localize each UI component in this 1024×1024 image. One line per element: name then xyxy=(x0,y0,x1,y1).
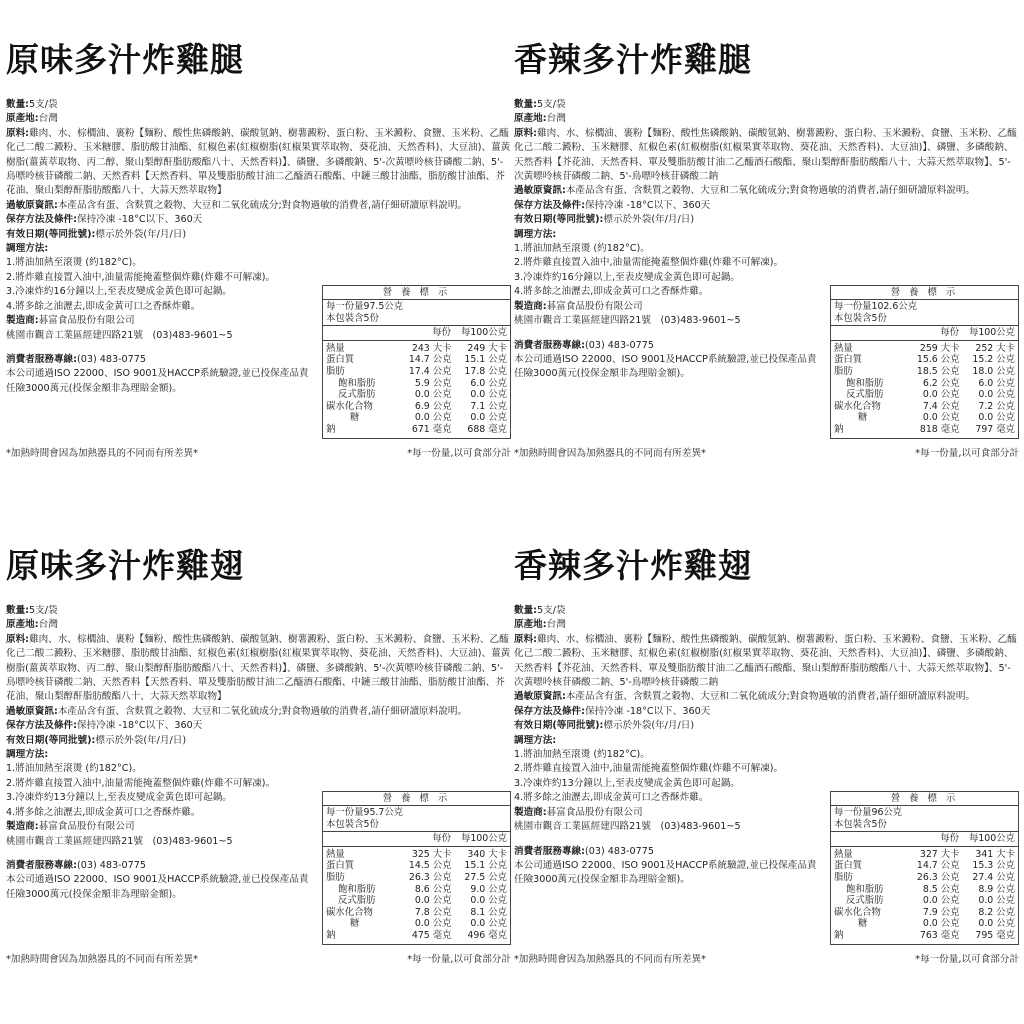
per-100g-value: 18.0 公克 xyxy=(972,365,1015,377)
nutrient-name: 碳水化合物 xyxy=(326,400,373,412)
nutrient-name: 糖 xyxy=(350,918,360,930)
certification-text: 本公司通過ISO 22000、ISO 9001及HACCP系統驗證,並已投保產品責任險3000萬元(投保金額非為理賠金額)。 xyxy=(514,353,817,380)
ingredients-value: 雞肉、水、棕櫚油、裹粉【麵粉、酸性焦磷酸鈉、碳酸氫鈉、樹薯澱粉、蛋白粉、玉米澱粉、食鹽、玉米粉、乙醯化己二酸二澱粉、玉米糖膠、脂肪酸甘油酯、紅椒色素(紅椒樹脂(紅椒果實萃取物、葵花油、天然香料)、大豆油)、薑黃樹脂(薑黃萃取物、丙二醇、聚山梨醇酐脂肪酸酯八十、天然香料)】、磷鹽、多磷酸鈉、5'-次黃嘌呤核苷磷酸二鈉、5'-鳥嘌呤核苷磷酸二鈉、天然香料【天然香料、單及雙脂肪酸甘油二乙醯酒石酸酯、中鏈三酸甘油酯、脂肪酸甘油酯、芥花油、聚山梨醇酐脂肪酸酯八十、大蒜天然萃取物】 xyxy=(6,633,511,703)
expiry-line xyxy=(6,228,511,242)
per-100g-value: 7.2 公克 xyxy=(978,400,1015,412)
method-label xyxy=(6,242,511,256)
per-serving-value: 671 毫克 xyxy=(411,423,452,435)
nutrient-name: 糖 xyxy=(858,412,868,424)
allergen-line xyxy=(6,705,511,719)
per-100g-value: 340 大卡 xyxy=(467,848,507,860)
product-title: 原味多汁炸雞翅 xyxy=(6,546,244,585)
maker-label: 製造商: xyxy=(6,315,39,327)
product-title: 香辣多汁炸雞腿 xyxy=(514,40,752,79)
heating-note: *加熱時間會因為加熱器具的不同而有所差異* xyxy=(6,448,198,459)
per-100g-value: 496 毫克 xyxy=(467,929,507,941)
per-serving-values xyxy=(904,849,960,942)
per-100g-value: 6.0 公克 xyxy=(470,377,507,389)
quantity-line xyxy=(514,604,1019,618)
method-steps xyxy=(514,242,819,300)
method-step: 2.將炸雞直接置入油中,油量需能掩蓋整個炸雞(炸雞不可解凍)。 xyxy=(514,257,784,269)
address-line: 桃園市觀音工業區經建四路21號 (03)483-9601~5 xyxy=(514,315,741,327)
nutrition-rows xyxy=(831,847,1018,944)
nutrition-rows xyxy=(323,847,510,944)
nutrient-name: 熱量 xyxy=(326,342,345,354)
ingredients-line xyxy=(514,127,1019,185)
nutrient-name: 糖 xyxy=(350,412,360,424)
storage-line xyxy=(6,719,511,733)
nutrition-rows xyxy=(323,341,510,438)
method-step: 1.將油加熱至滾燙 (約182°C)。 xyxy=(6,257,142,269)
address-line: 桃園市觀音工業區經建四路21號 (03)483-9601~5 xyxy=(6,329,233,341)
quantity-line xyxy=(6,98,511,112)
per-serving-value: 17.4 公克 xyxy=(408,365,452,377)
nutrition-serving xyxy=(323,806,510,832)
origin-line xyxy=(6,618,511,632)
allergen-label: 過敏原資訊: xyxy=(514,691,566,703)
per-100g-value: 15.1 公克 xyxy=(464,860,507,872)
method-label xyxy=(514,228,1019,242)
method-step: 1.將油加熱至滾燙 (約182°C)。 xyxy=(6,763,142,775)
nutrient-name: 飽和脂肪 xyxy=(338,883,376,895)
storage-line xyxy=(6,213,511,227)
per-serving-value: 818 毫克 xyxy=(919,423,960,435)
per-100g-value: 27.5 公克 xyxy=(464,871,507,883)
maker-value: 碁富食品股份有限公司 xyxy=(38,821,135,833)
storage-value: 保持冷凍 -18°C以下、360天 xyxy=(585,705,711,717)
nutrient-name: 脂肪 xyxy=(834,871,853,883)
service-value: (03) 483-0775 xyxy=(77,353,146,365)
storage-value: 保持冷凍 -18°C以下、360天 xyxy=(585,199,711,211)
per-100g-values xyxy=(960,343,1016,436)
allergen-label: 過敏原資訊: xyxy=(6,705,58,717)
method-step: 3.冷凍炸約16分鐘以上,至表皮變成金黃色即可起鍋。 xyxy=(6,286,232,298)
origin-value: 台灣 xyxy=(38,619,58,631)
nutrition-serving xyxy=(323,300,510,326)
method-step: 4.將多餘之油瀝去,即成金黃可口之香酥炸雞。 xyxy=(514,792,709,804)
per-100g-value: 15.3 公克 xyxy=(972,860,1015,872)
origin-line xyxy=(514,618,1019,632)
nutrition-column-headers xyxy=(323,832,510,847)
expiry-label: 有效日期(等同批號): xyxy=(6,228,96,240)
per-100g-value: 0.0 公克 xyxy=(978,412,1015,424)
ingredients-value: 雞肉、水、棕櫚油、裹粉【麵粉、酸性焦磷酸鈉、碳酸氫鈉、樹薯澱粉、蛋白粉、玉米澱粉、食鹽、玉米粉、乙醯化己二酸二澱粉、玉米糖膠、紅椒色素(紅椒樹脂(紅椒果實萃取物、葵花油、天然香料)、大豆油)】、磷鹽、多磷酸鈉、天然香料【芥花油、天然香料、單及雙脂肪酸甘油二乙醯酒石酸酯、聚山梨醇酐脂肪酸酯八十、大蒜天然萃取物】、5'-次黃嘌呤核苷磷酸二鈉、5'-鳥嘌呤核苷磷酸二鈉 xyxy=(514,127,1017,183)
per-serving-value: 0.0 公克 xyxy=(414,412,452,424)
serving-note: *每一份量,以可食部分計 xyxy=(915,448,1019,459)
nutrient-name: 蛋白質 xyxy=(834,860,863,872)
per-serving-value: 0.0 公克 xyxy=(414,918,452,930)
service-label: 消費者服務專線: xyxy=(514,845,585,857)
method-step: 3.冷凍炸約16分鐘以上,至表皮變成金黃色即可起鍋。 xyxy=(514,271,740,283)
per-serving-value: 763 毫克 xyxy=(919,929,960,941)
serving-note: *每一份量,以可食部分計 xyxy=(407,954,511,965)
nutrient-name: 鈉 xyxy=(326,929,336,941)
nutrition-column-headers xyxy=(831,832,1018,847)
nutrient-name: 碳水化合物 xyxy=(326,906,373,918)
nutrient-name: 碳水化合物 xyxy=(834,906,881,918)
product-label-panel xyxy=(6,40,511,500)
per-100g-value: 797 毫克 xyxy=(975,423,1015,435)
nutrient-name: 蛋白質 xyxy=(834,354,863,366)
nutrient-names xyxy=(326,343,396,436)
expiry-label: 有效日期(等同批號): xyxy=(514,214,604,226)
ingredients-line xyxy=(6,127,511,199)
maker-label: 製造商: xyxy=(514,806,547,818)
nutrition-header: 營 養 標 示 xyxy=(323,286,510,300)
serving-size: 每一份量95.7公克 xyxy=(326,807,404,818)
storage-label: 保存方法及條件: xyxy=(6,720,77,732)
quantity-label: 數量: xyxy=(514,99,538,110)
method-step: 4.將多餘之油瀝去,即成金黃可口之香酥炸雞。 xyxy=(514,286,709,298)
per-serving-value: 26.3 公克 xyxy=(916,871,960,883)
nutrient-name: 鈉 xyxy=(326,423,336,435)
column-per-serving: 每份 xyxy=(940,327,959,339)
nutrient-name: 反式脂肪 xyxy=(846,895,884,907)
per-serving-value: 6.9 公克 xyxy=(414,400,452,412)
nutrient-name: 鈉 xyxy=(834,929,844,941)
nutrient-names xyxy=(326,849,396,942)
expiry-label: 有效日期(等同批號): xyxy=(6,734,96,746)
per-100g-value: 27.4 公克 xyxy=(972,871,1015,883)
maker-value: 碁富食品股份有限公司 xyxy=(546,300,643,312)
ingredients-label: 原料: xyxy=(6,127,30,139)
per-100g-value: 0.0 公克 xyxy=(978,389,1015,401)
method-step: 3.冷凍炸約13分鐘以上,至表皮變成金黃色即可起鍋。 xyxy=(514,777,740,789)
per-serving-value: 0.0 公克 xyxy=(922,389,960,401)
method-step: 2.將炸雞直接置入油中,油量需能掩蓋整個炸雞(炸雞不可解凍)。 xyxy=(514,763,784,775)
nutrient-name: 反式脂肪 xyxy=(338,389,376,401)
expiry-line xyxy=(6,734,511,748)
quantity-value: 5支/袋 xyxy=(537,605,566,616)
method-label-text: 調理方法: xyxy=(6,749,49,761)
column-per-100g: 每100公克 xyxy=(460,327,507,339)
nutrient-name: 脂肪 xyxy=(326,871,345,883)
nutrition-serving xyxy=(831,300,1018,326)
column-per-100g: 每100公克 xyxy=(968,833,1015,845)
nutrient-name: 蛋白質 xyxy=(326,860,355,872)
per-100g-value: 795 毫克 xyxy=(975,929,1015,941)
per-100g-value: 8.2 公克 xyxy=(978,906,1015,918)
per-100g-value: 8.9 公克 xyxy=(978,883,1015,895)
servings-per-pack: 本包裝含5份 xyxy=(326,818,379,830)
serving-size: 每一份量96公克 xyxy=(834,807,903,818)
per-serving-value: 0.0 公克 xyxy=(922,918,960,930)
ingredients-value: 雞肉、水、棕櫚油、裹粉【麵粉、酸性焦磷酸鈉、碳酸氫鈉、樹薯澱粉、蛋白粉、玉米澱粉、食鹽、玉米粉、乙醯化己二酸二澱粉、玉米糖膠、紅椒色素(紅椒樹脂(紅椒果實萃取物、葵花油、天然香料)、大豆油)】、磷鹽、多磷酸鈉、天然香料【芥花油、天然香料、單及雙脂肪酸甘油二乙醯酒石酸酯、聚山梨醇酐脂肪酸酯八十、大蒜天然萃取物】、5'-次黃嘌呤核苷磷酸二鈉、5'-鳥嘌呤核苷磷酸二鈉 xyxy=(514,633,1017,689)
storage-value: 保持冷凍 -18°C以下、360天 xyxy=(77,214,203,226)
service-value: (03) 483-0775 xyxy=(585,339,654,351)
method-step: 4.將多餘之油瀝去,即成金黃可口之香酥炸雞。 xyxy=(6,806,201,818)
nutrient-name: 鈉 xyxy=(834,423,844,435)
serving-note: *每一份量,以可食部分計 xyxy=(915,954,1019,965)
maker-value: 碁富食品股份有限公司 xyxy=(38,315,135,327)
storage-line xyxy=(514,705,1019,719)
nutrition-facts-table xyxy=(830,791,1019,945)
expiry-line xyxy=(514,719,1019,733)
nutrition-header: 營 養 標 示 xyxy=(831,792,1018,806)
per-serving-value: 327 大卡 xyxy=(919,848,960,860)
storage-line xyxy=(514,199,1019,213)
servings-per-pack: 本包裝含5份 xyxy=(834,818,887,830)
origin-value: 台灣 xyxy=(546,113,566,125)
per-100g-values xyxy=(960,849,1016,942)
per-100g-value: 0.0 公克 xyxy=(470,389,507,401)
per-100g-value: 688 毫克 xyxy=(467,423,507,435)
ingredients-line xyxy=(6,633,511,705)
method-label xyxy=(6,748,511,762)
method-step: 1.將油加熱至滾燙 (約182°C)。 xyxy=(514,749,650,761)
per-100g-values xyxy=(452,343,508,436)
nutrient-name: 蛋白質 xyxy=(326,354,355,366)
certification-text: 本公司通過ISO 22000、ISO 9001及HACCP系統驗證,並已投保產品責任險3000萬元(投保金額非為理賠金額)。 xyxy=(514,859,817,886)
column-per-serving: 每份 xyxy=(432,833,451,845)
product-label-panel xyxy=(6,546,511,1006)
per-100g-value: 15.2 公克 xyxy=(972,354,1015,366)
per-100g-value: 249 大卡 xyxy=(467,342,507,354)
allergen-line xyxy=(6,199,511,213)
product-title: 原味多汁炸雞腿 xyxy=(6,40,244,79)
product-label-panel xyxy=(514,40,1019,500)
quantity-line xyxy=(6,604,511,618)
serving-note: *每一份量,以可食部分計 xyxy=(407,448,511,459)
per-100g-value: 0.0 公克 xyxy=(470,918,507,930)
origin-value: 台灣 xyxy=(38,113,58,125)
allergen-label: 過敏原資訊: xyxy=(6,199,58,211)
maker-label: 製造商: xyxy=(6,821,39,833)
nutrient-name: 熱量 xyxy=(834,342,853,354)
origin-label: 原產地: xyxy=(514,619,547,631)
per-100g-values xyxy=(452,849,508,942)
nutrient-name: 碳水化合物 xyxy=(834,400,881,412)
per-serving-values xyxy=(904,343,960,436)
per-serving-value: 8.6 公克 xyxy=(414,883,452,895)
expiry-line xyxy=(514,213,1019,227)
certification-text: 本公司通過ISO 22000、ISO 9001及HACCP系統驗證,並已投保產品責任險3000萬元(投保金額非為理賠金額)。 xyxy=(6,368,309,394)
nutrient-name: 熱量 xyxy=(834,848,853,860)
per-serving-value: 0.0 公克 xyxy=(414,895,452,907)
quantity-value: 5支/袋 xyxy=(537,99,566,110)
per-serving-values xyxy=(396,343,452,436)
per-100g-value: 15.1 公克 xyxy=(464,354,507,366)
storage-label: 保存方法及條件: xyxy=(514,199,585,211)
per-serving-value: 26.3 公克 xyxy=(408,871,452,883)
expiry-value: 標示於外袋(年/月/日) xyxy=(603,214,695,226)
address-line: 桃園市觀音工業區經建四路21號 (03)483-9601~5 xyxy=(6,835,233,847)
heating-note: *加熱時間會因為加熱器具的不同而有所差異* xyxy=(6,954,198,965)
per-100g-value: 9.0 公克 xyxy=(470,883,507,895)
service-label: 消費者服務專線: xyxy=(6,859,77,871)
expiry-value: 標示於外袋(年/月/日) xyxy=(95,734,187,746)
per-100g-value: 7.1 公克 xyxy=(470,400,507,412)
per-100g-value: 341 大卡 xyxy=(975,848,1015,860)
method-step: 3.冷凍炸約13分鐘以上,至表皮變成金黃色即可起鍋。 xyxy=(6,792,232,804)
method-label-text: 調理方法: xyxy=(6,243,49,255)
per-serving-value: 0.0 公克 xyxy=(922,895,960,907)
ingredients-label: 原料: xyxy=(514,633,538,645)
nutrient-name: 反式脂肪 xyxy=(338,895,376,907)
per-serving-value: 325 大卡 xyxy=(411,848,452,860)
per-100g-value: 6.0 公克 xyxy=(978,377,1015,389)
quantity-label: 數量: xyxy=(514,605,538,616)
nutrient-name: 飽和脂肪 xyxy=(846,883,884,895)
per-100g-value: 252 大卡 xyxy=(975,342,1015,354)
allergen-label: 過敏原資訊: xyxy=(514,185,566,197)
method-step: 4.將多餘之油瀝去,即成金黃可口之香酥炸雞。 xyxy=(6,300,201,312)
nutrient-name: 反式脂肪 xyxy=(846,389,884,401)
per-100g-value: 0.0 公克 xyxy=(978,918,1015,930)
per-100g-value: 0.0 公克 xyxy=(470,412,507,424)
origin-label: 原產地: xyxy=(6,619,39,631)
nutrition-serving xyxy=(831,806,1018,832)
servings-per-pack: 本包裝含5份 xyxy=(834,312,887,324)
origin-value: 台灣 xyxy=(546,619,566,631)
method-label-text: 調理方法: xyxy=(514,734,557,746)
product-title: 香辣多汁炸雞翅 xyxy=(514,546,752,585)
service-value: (03) 483-0775 xyxy=(77,859,146,871)
service-label: 消費者服務專線: xyxy=(6,353,77,365)
per-serving-value: 5.9 公克 xyxy=(414,377,452,389)
nutrition-facts-table xyxy=(322,285,511,439)
per-100g-value: 17.8 公克 xyxy=(464,365,507,377)
expiry-value: 標示於外袋(年/月/日) xyxy=(95,228,187,240)
heating-note: *加熱時間會因為加熱器具的不同而有所差異* xyxy=(514,448,706,459)
method-steps xyxy=(6,256,311,314)
ingredients-value: 雞肉、水、棕櫚油、裹粉【麵粉、酸性焦磷酸鈉、碳酸氫鈉、樹薯澱粉、蛋白粉、玉米澱粉、食鹽、玉米粉、乙醯化己二酸二澱粉、玉米糖膠、脂肪酸甘油酯、紅椒色素(紅椒樹脂(紅椒果實萃取物、葵花油、天然香料)、大豆油)、薑黃樹脂(薑黃萃取物、丙二醇、聚山梨醇酐脂肪酸酯八十、天然香料)】、磷鹽、多磷酸鈉、5'-次黃嘌呤核苷磷酸二鈉、5'-鳥嘌呤核苷磷酸二鈉、天然香料【天然香料、單及雙脂肪酸甘油二乙醯酒石酸酯、中鏈三酸甘油酯、脂肪酸甘油酯、芥花油、聚山梨醇酐脂肪酸酯八十、大蒜天然萃取物】 xyxy=(6,127,511,197)
method-step: 2.將炸雞直接置入油中,油量需能掩蓋整個炸雞(炸雞不可解凍)。 xyxy=(6,777,276,789)
quantity-line xyxy=(514,98,1019,112)
origin-label: 原產地: xyxy=(514,113,547,125)
maker-value: 碁富食品股份有限公司 xyxy=(546,806,643,818)
method-steps xyxy=(514,748,819,806)
per-serving-value: 259 大卡 xyxy=(919,342,960,354)
per-serving-value: 18.5 公克 xyxy=(916,365,960,377)
nutrient-names xyxy=(834,343,904,436)
per-serving-value: 14.5 公克 xyxy=(408,860,452,872)
per-100g-value: 0.0 公克 xyxy=(978,895,1015,907)
per-serving-value: 15.6 公克 xyxy=(916,354,960,366)
per-serving-value: 0.0 公克 xyxy=(414,389,452,401)
nutrient-name: 熱量 xyxy=(326,848,345,860)
nutrition-header: 營 養 標 示 xyxy=(323,792,510,806)
per-serving-value: 14.7 公克 xyxy=(916,860,960,872)
nutrient-name: 脂肪 xyxy=(326,365,345,377)
origin-line xyxy=(514,112,1019,126)
quantity-value: 5支/袋 xyxy=(29,99,58,110)
nutrient-name: 飽和脂肪 xyxy=(338,377,376,389)
product-label-panel xyxy=(514,546,1019,1006)
column-per-serving: 每份 xyxy=(940,833,959,845)
expiry-value: 標示於外袋(年/月/日) xyxy=(603,720,695,732)
allergen-value: 本產品含有蛋、含麩質之穀物、大豆和二氧化硫成分;對食物過敏的消費者,請仔細研讀原料說明。 xyxy=(57,705,468,717)
service-value: (03) 483-0775 xyxy=(585,845,654,857)
origin-label: 原產地: xyxy=(6,113,39,125)
quantity-value: 5支/袋 xyxy=(29,605,58,616)
nutrient-name: 脂肪 xyxy=(834,365,853,377)
maker-label: 製造商: xyxy=(514,300,547,312)
servings-per-pack: 本包裝含5份 xyxy=(326,312,379,324)
expiry-label: 有效日期(等同批號): xyxy=(514,720,604,732)
nutrient-name: 糖 xyxy=(858,918,868,930)
method-steps xyxy=(6,762,311,820)
storage-label: 保存方法及條件: xyxy=(514,705,585,717)
nutrition-column-headers xyxy=(831,326,1018,341)
column-per-serving: 每份 xyxy=(432,327,451,339)
per-serving-value: 7.9 公克 xyxy=(922,906,960,918)
serving-size: 每一份量97.5公克 xyxy=(326,301,404,312)
per-serving-value: 243 大卡 xyxy=(411,342,452,354)
serving-size: 每一份量102.6公克 xyxy=(834,301,918,312)
certification-text: 本公司通過ISO 22000、ISO 9001及HACCP系統驗證,並已投保產品責任險3000萬元(投保金額非為理賠金額)。 xyxy=(6,874,309,900)
column-per-100g: 每100公克 xyxy=(460,833,507,845)
method-step: 2.將炸雞直接置入油中,油量需能掩蓋整個炸雞(炸雞不可解凍)。 xyxy=(6,271,276,283)
storage-label: 保存方法及條件: xyxy=(6,214,77,226)
nutrition-facts-table xyxy=(322,791,511,945)
method-step: 1.將油加熱至滾燙 (約182°C)。 xyxy=(514,243,650,255)
per-serving-value: 7.8 公克 xyxy=(414,906,452,918)
nutrition-facts-table xyxy=(830,285,1019,439)
allergen-line xyxy=(514,690,1019,704)
ingredients-line xyxy=(514,633,1019,691)
per-serving-value: 7.4 公克 xyxy=(922,400,960,412)
nutrition-header: 營 養 標 示 xyxy=(831,286,1018,300)
allergen-value: 本產品含有蛋、含麩質之穀物、大豆和二氧化硫成分;對食物過敏的消費者,請仔細研讀原料說明。 xyxy=(565,691,976,703)
ingredients-label: 原料: xyxy=(514,127,538,139)
service-label: 消費者服務專線: xyxy=(514,339,585,351)
address-line: 桃園市觀音工業區經建四路21號 (03)483-9601~5 xyxy=(514,821,741,833)
allergen-value: 本產品含有蛋、含麩質之穀物、大豆和二氧化硫成分;對食物過敏的消費者,請仔細研讀原料說明。 xyxy=(565,185,976,197)
method-label xyxy=(514,734,1019,748)
nutrient-names xyxy=(834,849,904,942)
per-serving-value: 475 毫克 xyxy=(411,929,452,941)
per-100g-value: 8.1 公克 xyxy=(470,906,507,918)
nutrient-name: 飽和脂肪 xyxy=(846,377,884,389)
origin-line xyxy=(6,112,511,126)
per-100g-value: 0.0 公克 xyxy=(470,895,507,907)
per-serving-value: 0.0 公克 xyxy=(922,412,960,424)
heating-note: *加熱時間會因為加熱器具的不同而有所差異* xyxy=(514,954,706,965)
quantity-label: 數量: xyxy=(6,99,30,110)
quantity-label: 數量: xyxy=(6,605,30,616)
nutrition-rows xyxy=(831,341,1018,438)
allergen-value: 本產品含有蛋、含麩質之穀物、大豆和二氧化硫成分;對食物過敏的消費者,請仔細研讀原料說明。 xyxy=(57,199,468,211)
storage-value: 保持冷凍 -18°C以下、360天 xyxy=(77,720,203,732)
per-serving-value: 6.2 公克 xyxy=(922,377,960,389)
nutrition-column-headers xyxy=(323,326,510,341)
method-label-text: 調理方法: xyxy=(514,228,557,240)
per-serving-values xyxy=(396,849,452,942)
per-serving-value: 8.5 公克 xyxy=(922,883,960,895)
ingredients-label: 原料: xyxy=(6,633,30,645)
column-per-100g: 每100公克 xyxy=(968,327,1015,339)
per-serving-value: 14.7 公克 xyxy=(408,354,452,366)
allergen-line xyxy=(514,184,1019,198)
